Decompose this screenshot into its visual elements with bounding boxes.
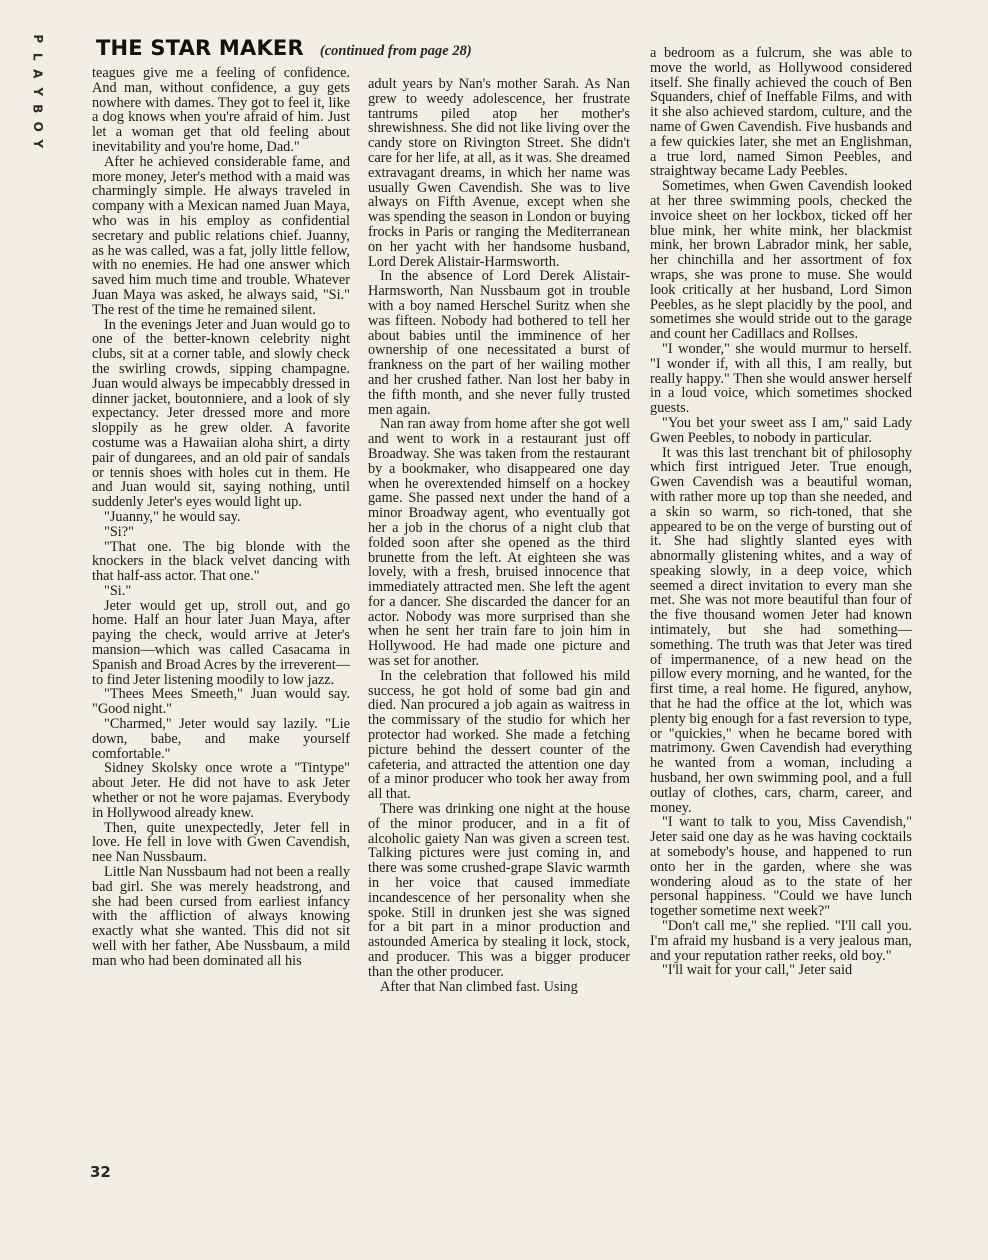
paragraph: Nan ran away from home after she got well and went to work in a restaurant just off Broadway. She was taken from the restaurant by a bookmaker, who disappeared one day when he overextended himself on a hockey game. She passed next under the hand of a minor Broadway agent, who eventually got her a job in the chorus of a night club that folded soon after she opened as the third brunette from the left. At eighteen she was lovely, with a fresh, bruised innocence that immediately attracted men. She left the agent for a dancer. She discarded the dancer for an actor. Nobody was more surprised than she when he sent her train fare to join him in Hollywood. He had made one picture and was set for another. xyxy=(368,416,630,670)
paragraph: teagues give me a feeling of confidence. And man, without confidence, a guy gets nowhere with dames. They got to feel it, like a dog knows when you're afraid of him. Just let a woman get that old feeling about inevitability and you're home, Dad." xyxy=(92,65,350,155)
paragraph: "I want to talk to you, Miss Cavendish," Jeter said one day as he was having cocktails at somebody's house, and happened to run onto her in the garden, where she was wondering aloud as to the state of her personal happiness. "Could we have lunch together sometime next week?" xyxy=(650,814,912,920)
continuation-note: (continued from page 28) xyxy=(319,43,472,59)
page-number: 32 xyxy=(90,1163,111,1181)
paragraph: Jeter would get up, stroll out, and go home. Half an hour later Juan Maya, after paying the check, would arrive at Jeter's mansion—which was called Casacama in Spanish and Broad Acres by the irreverent—to find Jeter listening moodily to low jazz. xyxy=(92,597,350,688)
spine-letter: O xyxy=(30,121,45,132)
spine-letter: Y xyxy=(30,139,45,149)
paragraph: "That one. The big blonde with the knockers in the black velvet dancing with that half-ass actor. That one." xyxy=(92,538,350,585)
text-column-2 xyxy=(368,77,630,994)
article-header xyxy=(96,36,472,60)
paragraph: In the celebration that followed his mild success, he got hold of some bad gin and died. Nan procured a job again as waitress in the commissary of the studio for which her protector had worked. She made a fetching picture behind the dessert counter of the cafeteria, and attracted the attention one day of a minor producer who took her away from all that. xyxy=(368,667,630,803)
paragraph: In the absence of Lord Derek Alistair-Harmsworth, Nan Nussbaum got in trouble with a boy named Herschel Suritz when she was fifteen. Nobody had bothered to tell her about babies until the imminence of her ownership of one necessitated a burst of frankness on the part of her wailing mother and her crushed father. Nan lost her baby in the fifth month, and she never fully trusted men again. xyxy=(368,268,630,418)
spine-letter: P xyxy=(30,34,45,44)
spine-letter: A xyxy=(30,69,45,79)
article-title: THE STAR MAKER xyxy=(96,36,304,60)
paragraph: Little Nan Nussbaum had not been a really bad girl. She was merely headstrong, and she had been cursed from earliest infancy with the affliction of always knowing exactly what she wanted. This did not sit well with her father, Abe Nussbaum, a mild man who had been dominated all his xyxy=(92,864,350,969)
paragraph: "Si." xyxy=(104,582,132,599)
spine-letter: B xyxy=(30,104,45,114)
text-column-1 xyxy=(92,66,350,969)
spine-letter: L xyxy=(30,52,45,61)
paragraph: "You bet your sweet ass I am," said Lady Gwen Peebles, to nobody in particular. xyxy=(650,414,912,446)
paragraph: After that Nan climbed fast. Using xyxy=(380,978,578,995)
paragraph: "Si?" xyxy=(104,523,134,540)
paragraph: After he achieved considerable fame, and more money, Jeter's method with a maid was charmingly simple. He always traveled in company with a Mexican named Juan Maya, who was in his employ as confidential secretary and public relations chief. Juanny, as he was called, was a fat, jolly little fellow, with no enemies. He had one answer which saved him much time and trouble. Whatever Juan Maya was asked, he always said, "Si." The rest of the time he remained silent. xyxy=(92,153,350,318)
paragraph: "I wonder," she would murmur to herself. "I wonder if, with all this, I am really, but really happy." Then she would answer herself in a loud voice, which sometimes shocked guests. xyxy=(650,340,912,417)
paragraph: a bedroom as a fulcrum, she was able to move the world, as Hollywood considered itself. She finally achieved the couch of Ben Squanders, chief of Ineffable Films, and with it she also achieved stardom, culture, and the name of Gwen Cavendish. Five husbands and a few quickies later, she met an Englishman, a true lord, named Simon Peebles, and straightway became Lady Peebles. xyxy=(650,45,912,180)
paragraph: In the evenings Jeter and Juan would go to one of the better-known celebrity night clubs, sit at a corner table, and slowly check the swirling crowds, sipping champagne. Juan would always be impecabbly dressed in dinner jacket, boutonniere, and a look of sly expectancy. Jeter dressed more and more sloppily as he grew older. A favorite costume was a Hawaiian aloha shirt, a dirty pair of dungarees, and an old pair of sandals or tennis shoes with holes cut in them. He and Juan would sit, saying nothing, until suddenly Jeter's eyes would light up. xyxy=(92,316,350,511)
paragraph: Sidney Skolsky once wrote a "Tintype" about Jeter. He did not have to ask Jeter whether or not he wore pajamas. Everybody in Hollywood already knew. xyxy=(92,760,350,821)
paragraph: There was drinking one night at the house of the minor producer, and in a fit of alcoholic gaiety Nan was given a screen test. Talking pictures were just coming in, and there was some crushed-grape Slavic warmth in her voice that caused immediate incandescence of her personality when she spoke. Still in drunken jest she was signed for a bit part in a minor production and astounded America by stealing it lock, stock, and producer. This was a bigger producer than the other producer. xyxy=(368,801,630,980)
paragraph: "Thees Mees Smeeth," Juan would say. "Good night." xyxy=(92,686,350,718)
paragraph: "I'll wait for your call," Jeter said xyxy=(662,962,853,979)
paragraph: adult years by Nan's mother Sarah. As Nan grew to weedy adolescence, her frustrate tantrums piled atop her mother's shrewishness. She did not like living over the candy store on Rivington Street. She didn't care for her life, at all, as it was. She dreamed extravagant dreams, in which her name was usually Gwen Cavendish. She was to live always on Fifth Avenue, except when she was spending the season in London or buying frocks in Paris or ranging the Mediterranean on her yacht with her handsome husband, Lord Derek Alistair-Harmsworth. xyxy=(368,76,630,270)
paragraph: "Juanny," he would say. xyxy=(104,508,241,525)
text-column-3 xyxy=(650,46,912,978)
paragraph: It was this last trenchant bit of philosophy which first intrigued Jeter. True enough, Gwen Cavendish was a beautiful woman, with rather more up top than she needed, and a skin so warm, so rich-toned, that she appeared to be on the verge of bursting out of it. She had slightly slanted eyes with abnormally glistening whites, and a way of speaking slowly, in a deep voice, which seemed a direct invitation to every man she met. She was not more beautiful than four of the five thousand women Jeter had known intimately, but she had something—something. The truth was that Jeter was tired of impermanence, of a new head on the pillow every morning, and he wanted, for the first time, a real home. He figured, anyhow, that he had the office at the lot, which was plenty big enough for a fast reversion to type, or "quickies," when he became bored with matrimony. Gwen Cavendish had everything he wanted from a woman, including a husband, her own swimming pool, and a full outlay of clothes, cars, charm, career, and money. xyxy=(650,444,912,816)
paragraph: "Charmed," Jeter would say lazily. "Lie down, babe, and make yourself comfortable." xyxy=(92,716,350,762)
paragraph: Sometimes, when Gwen Cavendish looked at her three swimming pools, checked the invoice sheet on her lockbox, ticked off her blue mink, her white mink, her blackmist mink, her brown Labrador mink, her sable, her chinchilla and her assortment of fox wraps, she was prone to muse. She would look critically at her husband, Lord Simon Peebles, as he slept placidly by the pool, and sometimes she would stride out to the garage and count her Cadillacs and Rollses. xyxy=(650,178,912,343)
spine-letter: Y xyxy=(30,86,45,96)
paragraph: "Don't call me," she replied. "I'll call you. I'm afraid my husband is a very jealous man, and your reputation rather reeks, old boy." xyxy=(650,918,912,964)
paragraph: Then, quite unexpectedly, Jeter fell in love. He fell in love with Gwen Cavendish, nee Nan Nussbaum. xyxy=(92,819,350,866)
magazine-spine-logo xyxy=(22,30,52,153)
